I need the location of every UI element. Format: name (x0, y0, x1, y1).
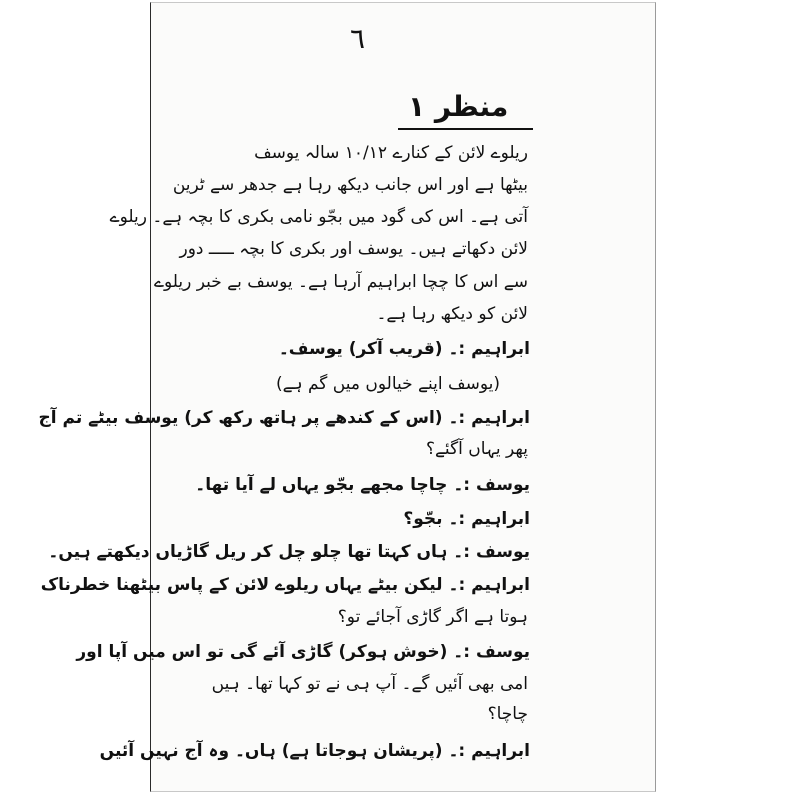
text-line: چاچا؟ (487, 704, 528, 724)
dialogue-line: ابراہیم :۔ (قریب آکر) یوسف۔ (278, 339, 530, 359)
text-line: ریلوے لائن کے کنارے ۱۰/۱۲ سالہ یوسف (254, 143, 528, 163)
text-line: لائن کو دیکھ رہا ہے۔ (376, 304, 528, 324)
text-line: لائن دکھاتے ہیں۔ یوسف اور بکری کا بچہ ـــــ دور (179, 239, 528, 259)
dialogue-line: یوسف :۔ (خوش ہوکر) گاڑی آئے گی تو اس میں آپا اور (76, 642, 530, 662)
dialogue-line: ابراہیم :۔ بجّو؟ (403, 509, 530, 529)
dialogue-line: ابراہیم :۔ لیکن بیٹے یہاں ریلوے لائن کے پاس بیٹھنا خطرناک (40, 575, 530, 595)
text-line: سے اس کا چچا ابراہیم آرہا ہے۔ یوسف بے خبر ریلوے (154, 272, 528, 292)
text-line: بیٹھا ہے اور اس جانب دیکھ رہا ہے جدھر سے ٹرین (172, 175, 528, 195)
scene-title: منظر ۱ (408, 90, 509, 123)
stage-direction: (یوسف اپنے خیالوں میں گم ہے) (276, 374, 500, 394)
text-line: پھر یہاں آگئے؟ (425, 439, 528, 459)
dialogue-line: ابراہیم :۔ (اس کے کندھے پر ہاتھ رکھ کر) یوسف بیٹے تم آج (38, 408, 530, 428)
dialogue-line: یوسف :۔ ہاں کہتا تھا چلو چل کر ریل گاڑیاں دیکھتے ہیں۔ (48, 542, 530, 562)
text-line: امی بھی آئیں گے۔ آپ ہی نے تو کہا تھا۔ ہیں (211, 674, 528, 694)
title-underline (398, 128, 533, 130)
text-line: ہوتا ہے اگر گاڑی آجائے تو؟ (337, 607, 528, 627)
dialogue-line: ابراہیم :۔ (پریشان ہوجاتا ہے) ہاں۔ وہ آج نہیں آئیں (99, 741, 530, 761)
page-number: ٦ (350, 22, 366, 55)
dialogue-line: یوسف :۔ چاچا مجھے بجّو یہاں لے آیا تھا۔ (195, 475, 530, 495)
text-line: آتی ہے۔ اس کی گود میں بجّو نامی بکری کا بچہ ہے۔ ریلوے (109, 207, 528, 227)
